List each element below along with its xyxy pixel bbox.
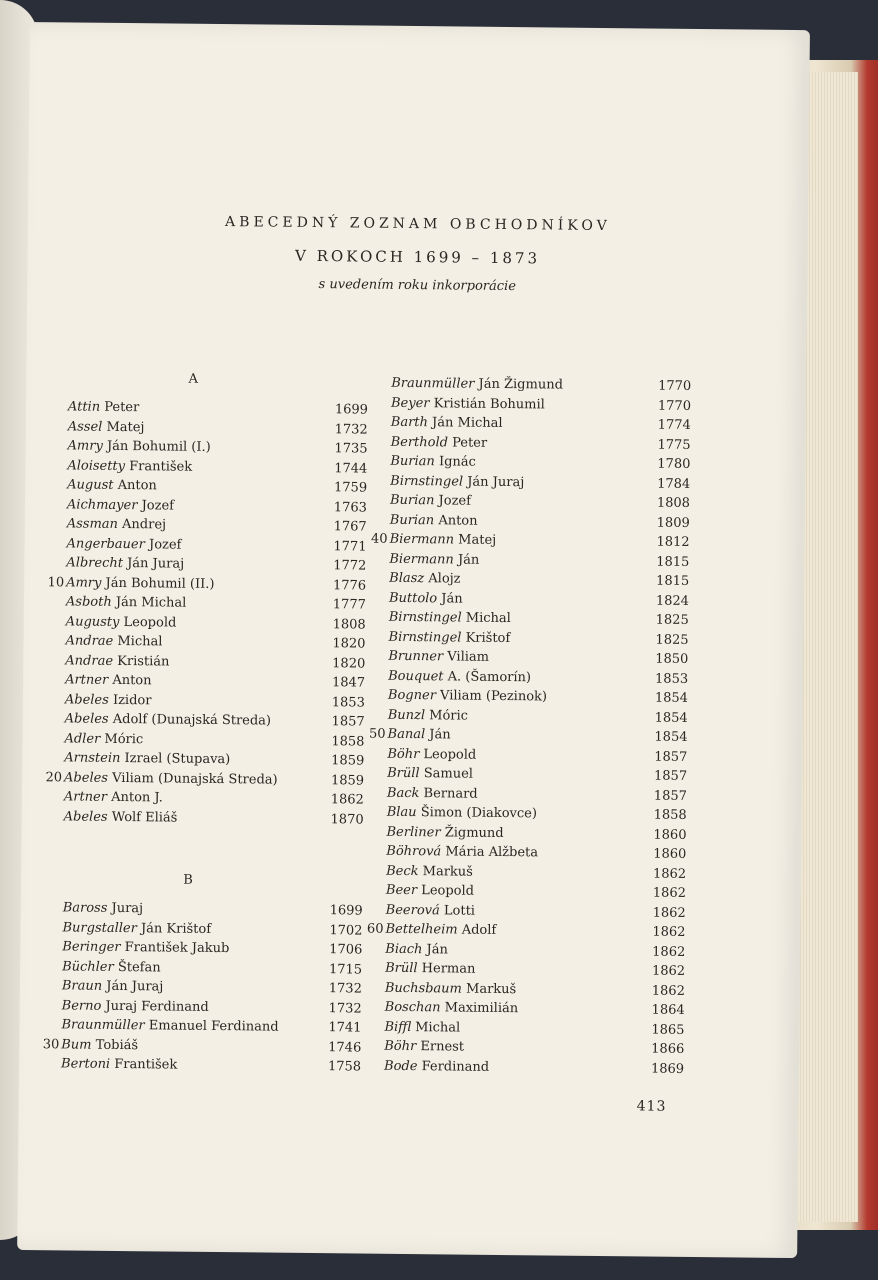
entry-year: 1699 bbox=[329, 903, 363, 919]
entry-surname: Abeles bbox=[63, 808, 108, 825]
entry-given-name: Ján Juraj bbox=[467, 474, 525, 490]
entry-year: 1860 bbox=[653, 846, 687, 862]
entry-year: 1825 bbox=[655, 612, 689, 628]
entry-year: 1763 bbox=[333, 499, 368, 516]
entry-given-name: Andrej bbox=[121, 516, 167, 533]
entry-year: 1857 bbox=[331, 714, 365, 730]
entry-given-name: Šimon (Diakovce) bbox=[420, 805, 538, 822]
entry-year: 1824 bbox=[655, 593, 690, 609]
entry-surname: Burian bbox=[390, 453, 435, 470]
entry-surname: Blau bbox=[386, 804, 417, 821]
entry-given-name: Juraj bbox=[111, 900, 144, 917]
entry-year: 1775 bbox=[657, 437, 691, 453]
entry-year: 1847 bbox=[331, 675, 366, 691]
entry-year: 1732 bbox=[328, 1000, 362, 1017]
entry-year: 1854 bbox=[654, 690, 689, 706]
entry-given-name: Krištof bbox=[465, 630, 511, 646]
entry-surname: Bettelheim bbox=[385, 921, 458, 938]
entry-given-name: Ján Michal bbox=[115, 594, 187, 611]
entry-given-name: Viliam bbox=[447, 649, 490, 665]
entry-surname: Andrae bbox=[65, 633, 114, 649]
entry-surname: Albrecht bbox=[66, 555, 124, 572]
entry-given-name: Wolf Eliáš bbox=[111, 809, 178, 826]
entry-given-name: Ján Bohumil (I.) bbox=[106, 438, 211, 455]
entry-given-name: Anton bbox=[112, 672, 152, 689]
entry-surname: Beringer bbox=[62, 939, 121, 955]
entry-year: 1825 bbox=[655, 632, 689, 648]
entry-surname: Burian bbox=[389, 512, 435, 528]
entry-year: 1869 bbox=[650, 1061, 685, 1077]
entry-surname: Bouquet bbox=[388, 668, 444, 684]
entry-surname: Buttolo bbox=[388, 590, 438, 606]
entry-surname: Birnstingel bbox=[388, 629, 462, 646]
entry-given-name: Alojz bbox=[428, 571, 461, 587]
entry-given-name: Maximilián bbox=[444, 1000, 519, 1017]
entry-year: 1866 bbox=[651, 1041, 685, 1057]
entry-year: 1853 bbox=[654, 671, 689, 687]
entry-year: 1735 bbox=[334, 441, 368, 457]
entry-given-name: Samuel bbox=[423, 766, 474, 782]
entry-year: 1862 bbox=[651, 963, 686, 979]
title-line-1: ABECEDNÝ ZOZNAM OBCHODNÍKOV bbox=[225, 214, 611, 235]
entry-surname: Beck bbox=[386, 863, 419, 879]
entry-given-name: Emanuel Ferdinand bbox=[148, 1018, 279, 1035]
entry-year: 1772 bbox=[333, 558, 367, 574]
entry-year: 1854 bbox=[654, 729, 688, 745]
entry-surname: Beyer bbox=[390, 395, 430, 411]
entry-surname: Braunmüller bbox=[61, 1017, 145, 1034]
entry-given-name: Jozef bbox=[438, 493, 472, 509]
entry-given-name: Ján Žigmund bbox=[478, 376, 564, 393]
entry-given-name: Matej bbox=[106, 419, 145, 435]
entry-given-name: Anton J. bbox=[111, 789, 163, 806]
entry-year: 1860 bbox=[653, 827, 687, 843]
entry-given-name: Markuš bbox=[465, 981, 517, 997]
entry-given-name: Ján bbox=[457, 552, 480, 568]
entry-surname: Brüll bbox=[387, 765, 420, 782]
entry-given-name: Ján Michal bbox=[432, 415, 503, 431]
entry-number: 60 bbox=[366, 921, 384, 937]
entry-surname: Brüll bbox=[385, 960, 418, 977]
entry-year: 1854 bbox=[654, 710, 688, 726]
entry-year: 1746 bbox=[328, 1039, 362, 1056]
entry-given-name: Michal bbox=[465, 610, 511, 627]
entry-given-name: Ferdinand bbox=[421, 1058, 490, 1075]
entry-surname: Burian bbox=[389, 492, 435, 509]
list-b-right bbox=[366, 374, 692, 1079]
entry-year: 1853 bbox=[331, 694, 365, 711]
entry-given-name: Adolf (Dunajská Streda) bbox=[112, 711, 272, 729]
entry-number: 40 bbox=[370, 531, 388, 547]
entry-year: 1744 bbox=[334, 460, 368, 477]
entry-given-name: Anton bbox=[438, 512, 478, 529]
entry-given-name: Ján bbox=[441, 590, 463, 607]
entry-number: 20 bbox=[45, 769, 63, 785]
entry-year: 1702 bbox=[329, 922, 363, 939]
entry-given-name: Viliam (Pezinok) bbox=[440, 688, 548, 705]
entry-surname: Beerová bbox=[385, 902, 440, 918]
entry-surname: Biermann bbox=[389, 551, 454, 567]
entry-surname: Berliner bbox=[386, 824, 441, 840]
page-number: 413 bbox=[636, 1098, 667, 1115]
entry-given-name: Michal bbox=[117, 633, 163, 650]
entry-surname: Biach bbox=[385, 941, 423, 957]
entry-surname: Amry bbox=[66, 574, 102, 591]
entry-surname: Attin bbox=[67, 399, 101, 415]
entry-surname: Baross bbox=[62, 900, 108, 916]
entry-given-name: Mária Alžbeta bbox=[445, 844, 539, 861]
entry-given-name: Kristián Bohumil bbox=[433, 395, 545, 412]
entry-given-name: Leopold bbox=[123, 614, 177, 631]
entry-year: 1715 bbox=[328, 961, 363, 978]
subtitle: s uvedením roku inkorporácie bbox=[318, 277, 517, 295]
entry-surname: Birnstingel bbox=[390, 473, 464, 490]
entry-surname: Artner bbox=[63, 789, 108, 805]
entry-surname: Biermann bbox=[389, 531, 455, 548]
entry-year: 1820 bbox=[332, 636, 366, 652]
list-item bbox=[384, 1056, 685, 1079]
entry-year: 1699 bbox=[334, 402, 369, 418]
entry-year: 1758 bbox=[327, 1059, 362, 1075]
title-line-2: V ROKOCH 1699 – 1873 bbox=[294, 246, 541, 268]
entry-surname: Beer bbox=[385, 882, 418, 899]
entry-given-name: Ernest bbox=[420, 1039, 465, 1055]
entry-surname: Braunmüller bbox=[391, 375, 475, 392]
entry-surname: Bertoni bbox=[61, 1056, 111, 1072]
entry-given-name: Juraj Ferdinand bbox=[105, 998, 209, 1015]
entry-surname: Abeles bbox=[64, 691, 109, 708]
entry-surname: Brunner bbox=[388, 648, 444, 665]
entry-surname: Abeles bbox=[64, 769, 109, 786]
entry-year: 1864 bbox=[651, 1002, 685, 1018]
entry-year: 1732 bbox=[328, 981, 362, 997]
left-column bbox=[42, 367, 369, 1077]
entry-given-name: Izidor bbox=[112, 692, 152, 708]
entry-surname: Biffl bbox=[384, 1019, 412, 1035]
entry-given-name: Markuš bbox=[422, 863, 473, 880]
entry-surname: Bode bbox=[384, 1058, 418, 1074]
entry-surname: Angerbauer bbox=[66, 535, 145, 552]
entry-surname: Banal bbox=[387, 726, 426, 743]
entry-year: 1815 bbox=[656, 554, 690, 570]
entry-given-name: Jozef bbox=[148, 536, 182, 553]
entry-given-name: Jozef bbox=[141, 497, 175, 514]
entry-surname: Boschan bbox=[384, 999, 441, 1016]
entry-surname: Büchler bbox=[62, 958, 114, 975]
entry-year: 1858 bbox=[653, 807, 687, 823]
entry-surname: Blasz bbox=[389, 570, 425, 587]
entry-given-name: Peter bbox=[452, 434, 488, 451]
list-item bbox=[61, 1054, 361, 1077]
list-item bbox=[64, 807, 364, 830]
entry-surname: Assel bbox=[67, 418, 103, 435]
entry-given-name: Žigmund bbox=[444, 824, 504, 841]
entry-year: 1862 bbox=[652, 924, 686, 940]
entry-surname: Arnstein bbox=[64, 750, 121, 766]
entry-given-name: A. (Šamorín) bbox=[447, 668, 532, 685]
right-column bbox=[366, 374, 692, 1079]
entry-year: 1870 bbox=[330, 811, 364, 828]
entry-given-name: Leopold bbox=[421, 883, 475, 899]
entry-surname: Back bbox=[386, 785, 420, 801]
entry-year: 1776 bbox=[332, 577, 367, 594]
entry-given-name: Anton bbox=[117, 477, 157, 494]
entry-year: 1777 bbox=[332, 597, 366, 613]
entry-surname: Berthold bbox=[390, 434, 449, 450]
entry-year: 1859 bbox=[330, 772, 365, 789]
list-b-left bbox=[42, 898, 363, 1077]
entry-surname: Abeles bbox=[64, 711, 109, 727]
entry-year: 1859 bbox=[331, 753, 365, 769]
entry-year: 1732 bbox=[334, 421, 368, 438]
entry-given-name: Matej bbox=[458, 532, 497, 548]
entry-given-name: Ján bbox=[426, 941, 448, 957]
entry-number: 10 bbox=[47, 574, 65, 590]
entry-given-name: Viliam (Dunajská Streda) bbox=[112, 770, 278, 788]
entry-year: 1820 bbox=[332, 655, 366, 672]
entry-surname: Assman bbox=[66, 516, 119, 532]
entry-year: 1815 bbox=[656, 573, 690, 589]
entry-given-name: František Jakub bbox=[124, 940, 230, 957]
entry-given-name: Bernard bbox=[423, 785, 478, 802]
entry-year: 1865 bbox=[651, 1022, 685, 1038]
entry-surname: Birnstingel bbox=[388, 609, 462, 626]
entry-surname: Adler bbox=[64, 730, 101, 747]
entry-year: 1809 bbox=[656, 515, 690, 531]
entry-surname: Bunzl bbox=[387, 707, 426, 723]
entry-year: 1862 bbox=[651, 983, 685, 999]
entry-surname: Asboth bbox=[65, 594, 112, 610]
entry-year: 1812 bbox=[656, 534, 690, 550]
entry-surname: August bbox=[67, 477, 114, 493]
entry-year: 1767 bbox=[333, 519, 367, 535]
entry-surname: Barth bbox=[390, 414, 429, 431]
entry-surname: Augusty bbox=[65, 613, 120, 630]
entry-surname: Artner bbox=[65, 672, 109, 688]
entry-given-name: František bbox=[129, 458, 193, 475]
entry-surname: Amry bbox=[67, 438, 103, 454]
entry-year: 1858 bbox=[331, 733, 365, 750]
section-letter-a: A bbox=[188, 371, 199, 387]
entry-given-name: Ignác bbox=[438, 454, 476, 470]
entry-given-name: Adolf bbox=[461, 922, 497, 938]
entry-surname: Böhrová bbox=[386, 843, 442, 860]
entry-given-name: Ján bbox=[429, 727, 451, 743]
entry-given-name: Ján Krištof bbox=[140, 920, 212, 937]
entry-given-name: Ján Juraj bbox=[106, 978, 164, 995]
entry-surname: Burgstaller bbox=[62, 919, 137, 936]
entry-given-name: Izrael (Stupava) bbox=[124, 751, 231, 768]
entry-year: 1857 bbox=[654, 749, 688, 765]
entry-year: 1759 bbox=[333, 480, 368, 496]
entry-given-name: Kristián bbox=[117, 653, 170, 669]
entry-year: 1770 bbox=[658, 378, 692, 394]
entry-surname: Böhr bbox=[384, 1038, 417, 1055]
entry-given-name: Michal bbox=[415, 1019, 461, 1036]
entry-surname: Bum bbox=[61, 1036, 92, 1053]
entry-surname: Berno bbox=[61, 997, 102, 1014]
list-a bbox=[45, 397, 369, 829]
entry-year: 1808 bbox=[332, 616, 366, 633]
entry-given-name: Ján Bohumil (II.) bbox=[105, 575, 215, 592]
entry-year: 1862 bbox=[330, 792, 364, 808]
entry-given-name: Leopold bbox=[423, 746, 477, 763]
entry-given-name: Peter bbox=[104, 399, 140, 416]
entry-year: 1770 bbox=[657, 398, 692, 414]
section-letter-b: B bbox=[183, 872, 193, 888]
entry-number: 30 bbox=[42, 1036, 60, 1052]
entry-surname: Böhr bbox=[387, 746, 420, 762]
entry-surname: Buchsbaum bbox=[384, 980, 463, 997]
entry-given-name: Tobiáš bbox=[95, 1037, 139, 1053]
entry-year: 1741 bbox=[328, 1020, 362, 1036]
entry-year: 1850 bbox=[655, 651, 689, 667]
entry-year: 1771 bbox=[333, 538, 367, 555]
entry-given-name: Móric bbox=[104, 731, 144, 747]
entry-year: 1862 bbox=[652, 885, 686, 901]
entry-year: 1774 bbox=[657, 417, 691, 433]
entry-surname: Bogner bbox=[387, 687, 437, 704]
entry-year: 1862 bbox=[652, 944, 686, 960]
entry-surname: Andrae bbox=[65, 652, 114, 669]
entry-number: 50 bbox=[368, 726, 386, 742]
entry-given-name: Ján Juraj bbox=[127, 556, 185, 572]
entry-surname: Aichmayer bbox=[66, 496, 138, 513]
entry-year: 1706 bbox=[329, 942, 363, 958]
entry-year: 1857 bbox=[653, 788, 688, 804]
entry-given-name: František bbox=[114, 1056, 178, 1073]
book-page bbox=[17, 22, 810, 1258]
entry-year: 1780 bbox=[657, 456, 691, 472]
entry-given-name: Štefan bbox=[117, 959, 161, 975]
entry-given-name: Lotti bbox=[443, 902, 476, 919]
entry-year: 1784 bbox=[657, 476, 691, 492]
entry-year: 1862 bbox=[652, 866, 687, 882]
entry-year: 1808 bbox=[656, 495, 691, 511]
entry-surname: Braun bbox=[61, 978, 103, 994]
entry-year: 1857 bbox=[653, 768, 688, 784]
entry-year: 1862 bbox=[652, 905, 686, 921]
entry-given-name: Herman bbox=[421, 961, 476, 977]
entry-given-name: Móric bbox=[429, 707, 469, 724]
entry-surname: Aloisetty bbox=[67, 457, 126, 474]
